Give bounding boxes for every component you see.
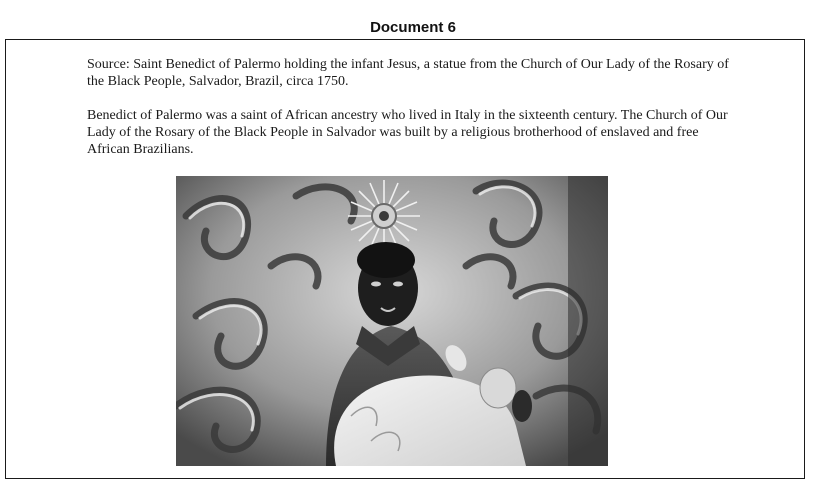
source-citation: Source: Saint Benedict of Palermo holding the infant Jesus, a statue from the Church of Our Lady of the Rosary of the Black People, Salvador, Brazil, circa 1750.: [87, 57, 729, 89]
statue-photograph: [176, 176, 608, 466]
document-title: Document 6: [370, 19, 456, 36]
context-paragraph: Benedict of Palermo was a saint of African ancestry who lived in Italy in the sixteenth century. The Church of Our Lady of the Rosary of the Black People in Salvador was built by a religious brotherhood of enslaved and free African Brazilians.: [87, 108, 728, 157]
